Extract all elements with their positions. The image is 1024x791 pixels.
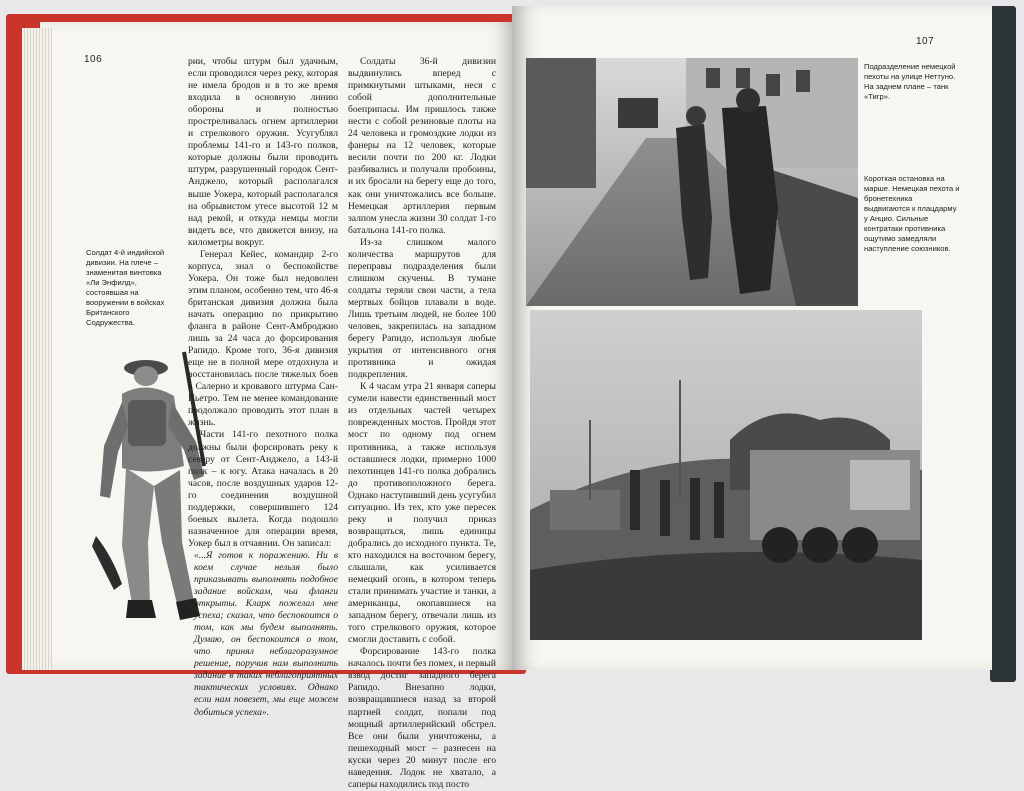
- left-boot: [126, 600, 156, 618]
- paragraph: Части 141-го пехотного полка должны были форсировать реку к северу от Сент-Анджело, а 143-й полк – к югу. Атака началась в 20 часов, после воздушных ударов 12-го соединения воздушной поддержки, совершившего 124 боевых вылета. Когда подошло назначенное для операции время, Уокер был в отчаянии. Он записал:: [188, 429, 338, 549]
- book-cover-right: [990, 6, 1016, 682]
- shadow: [92, 536, 122, 590]
- left-leg: [122, 468, 154, 604]
- paragraph: рии, чтобы штурм был удачным, если проводился через реку, которая не имела бродов и в то же время входила в основную линию обороны и полностью простреливалась огнем артиллерии и стрелкового оружия. Усугублял проблемы 141-го и 143-го полков, которые должны были проводить штурм, разрушенный городок Сент-Анджело, который располагался выше Уокера, который располагался на обрывистом утесе высотой 12 м над рекой, и откуда немцы могли видеть все, что движется внизу, на километры вокруг.: [188, 56, 338, 248]
- backpack: [128, 400, 166, 446]
- page-number-right: 107: [916, 36, 935, 47]
- left-page: [40, 22, 516, 790]
- page-number-left: 106: [84, 54, 103, 65]
- paragraph: Солдаты 36-й дивизии выдвинулись вперед с примкнутыми штыками, неся с собой дополнительные боеприпасы. Им пришлось также нести с собой резиновые плоты на 24 человека и громоздкие лодки из фанеры на 12 человек, которые весили почти по 200 кг. Лодки разбивались и получали пробоины, и их бросали на берегу еще до того, как они уничтожались все больше. Немецкая артиллерия первым залпом унесла жизни 30 солдат 1-го батальона 141-го полка.: [348, 56, 496, 236]
- left-column-1: [188, 56, 338, 719]
- caption-infantry: Подразделение немецкой пехоты на улице Неттуно. На заднем плане – танк «Тигр».: [864, 62, 956, 101]
- paragraph: Генерал Кейес, командир 2-го корпуса, знал о беспокойстве Уокера. Он тоже был недоволен этим планом, особенно тем, что 46-я британская дивизия должна была начать операцию по прикрытию фланга в районе Сент-Амброджио лишь за 24 часа до форсирования Рапидо. Кроме того, 36-я дивизия еще не в полной мере отдохнула и восстановилась после тяжелых боев в Салерно и кровавого штурма Сан-Пьетро. Тем не менее командование продолжало проводить этот план в жизнь.: [188, 248, 338, 429]
- right-page: [512, 6, 992, 670]
- paragraph: Из-за слишком малого количества маршрутов для переправы подразделения были слишком скучены. В тумане солдаты теряли свои части, а тела мертвых бойцов плавали в воде. Лишь третьим людей, не более 100 человек, закрепилась на западном берегу Рапидо, используя любые укрытия от интенсивного огня противника и ожидая подкрепления.: [348, 236, 496, 381]
- caption-march: Короткая остановка на марше. Немецкая пехота и бронетехника выдвигаются к плацдарму у Анцио. Сильные контратаки противника ощутимо замедляли наступление союзников.: [864, 174, 960, 253]
- paragraph: К 4 часам утра 21 января саперы сумели навести единственный мост из отдельных частей четырех поврежденных мостов. Пройдя этот мост по одному под огнем противника, а также используя оставшиеся лодки, примерно 1000 пехотинцев 141-го полка добрались до противоположного берега. Однако наступивший день усугубил ситуацию. Из тех, кто уже пересек реку и получил приказ возвращаться, лишь единицы добрались до исходного пункта. Те, кто находился на восточном берегу, слышали, как усиливается немецкий огонь, в котором теперь стали принимать участие и танки, а американцы, окопавшиеся на западном берегу, отвечали лишь из того стрелкового оружия, которое смогли доставить с собой.: [348, 381, 496, 646]
- page-edges: [22, 28, 52, 670]
- soldier-caption: Солдат 4-й индийской дивизии. На плече – знаменитая винтовка «Ли Энфилд», состоявшая на вооружении в войсках Британского Содружества.: [86, 248, 165, 327]
- photo-armor-column: [530, 310, 922, 640]
- photo-infantry-street: [526, 58, 858, 306]
- left-column-2: [348, 56, 496, 791]
- paragraph: Форсирование 143-го полка началось почти без помех, и первый взвод достиг западного берега Рапидо. Внезапно лодки, возвращавшиеся назад за второй партией солдат, попали под мощный артиллерийский обстрел. Все они были уничтожены, а пешеходный мост – разнесен на куски через 20 минут после его наведения. Лодок не хватало, а саперы находились под посто: [348, 646, 496, 790]
- walker-quote: «...Я готов к поражению. Ни в коем случае нельзя было приказывать выполнять подобное задание войскам, чьи фланги открыты. Кларк пожелал мне успеха; сказал, что беспокоится о том, как мы будем выполнять. Думаю, он беспокоится о том, что принял неблагоразумное решение, поручив нам выполнить задание в таких неблагоприятных тактических условиях. Однако если нам повезет, мы еще можем добиться успеха».: [194, 549, 338, 718]
